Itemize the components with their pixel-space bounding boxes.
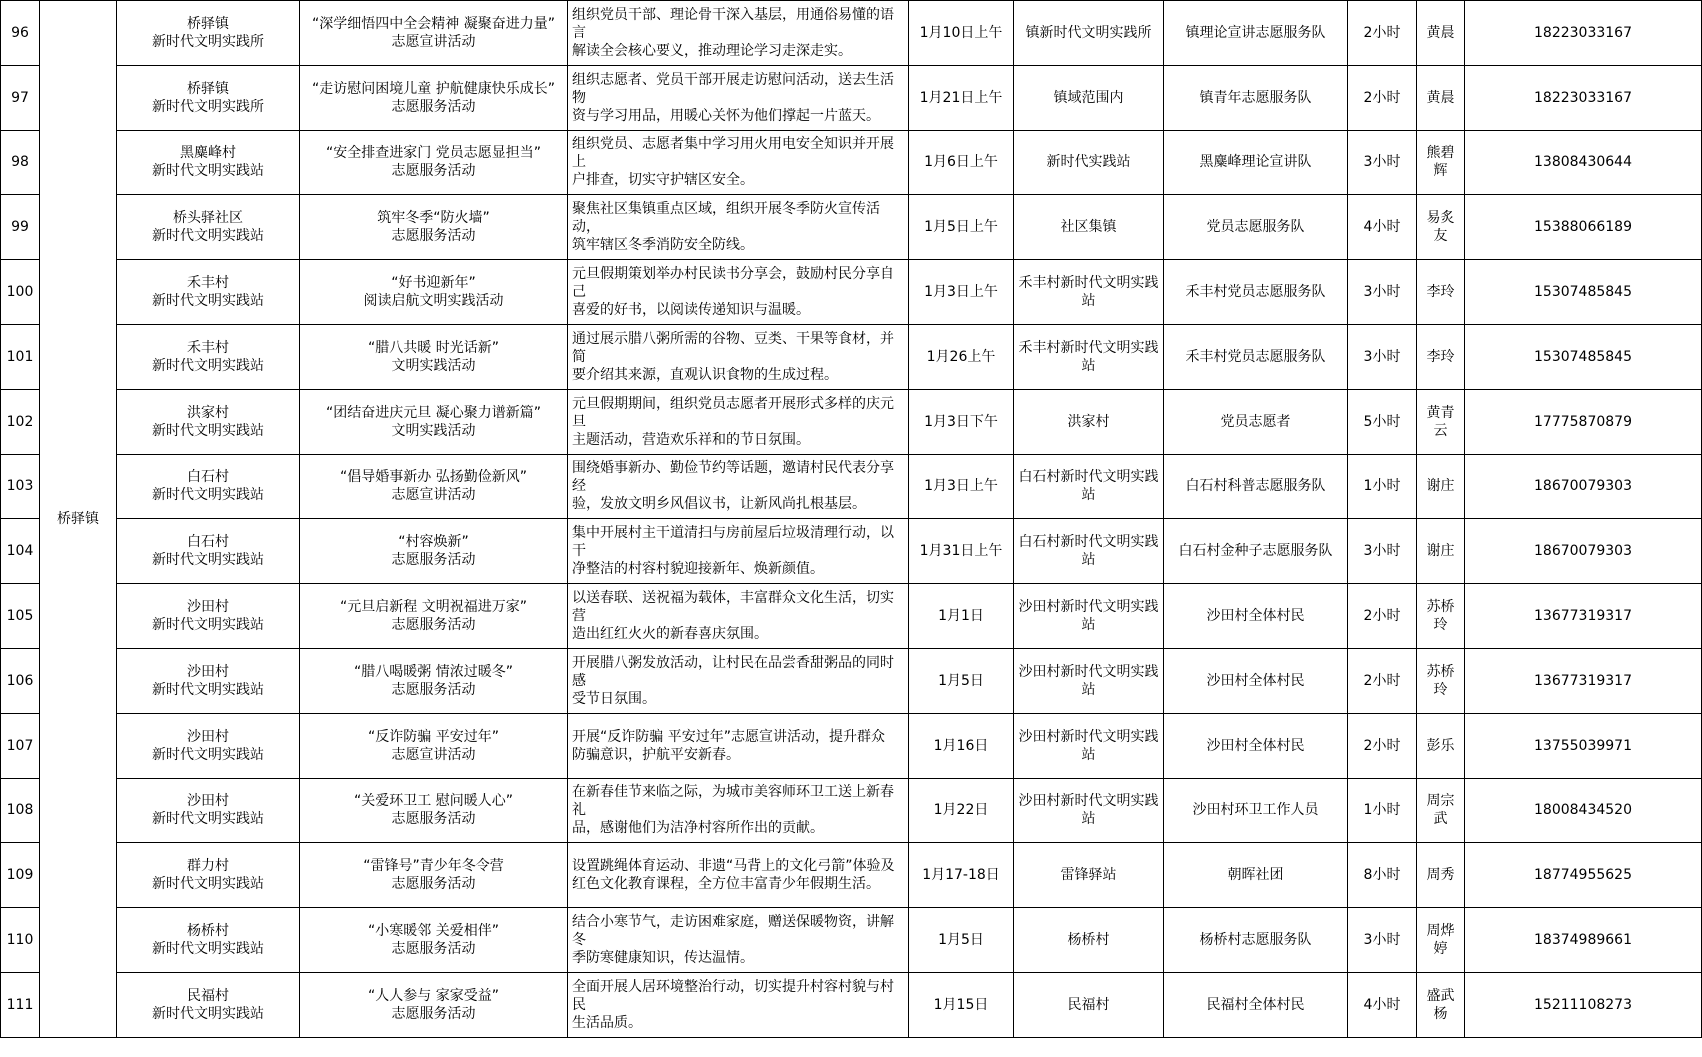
unit-cell-line: 新时代文明实践所: [152, 33, 264, 50]
duration-cell: 4小时: [1348, 195, 1417, 260]
phone-cell: 18670079303: [1465, 454, 1702, 519]
activity-name-cell-line: 文明实践活动: [391, 422, 476, 439]
time-cell: 1月21日上午: [909, 65, 1014, 130]
activity-content-cell: [568, 713, 909, 778]
team-cell: 禾丰村党员志愿服务队: [1164, 260, 1348, 325]
activity-name-cell: [300, 324, 568, 389]
duration-cell: 2小时: [1348, 648, 1417, 713]
time-cell: 1月1日: [909, 584, 1014, 649]
place-cell-line: 民福村: [1067, 996, 1110, 1013]
activity-name-cell-line: “好书迎新年”: [391, 275, 476, 292]
activity-name-cell-line: “村容焕新”: [398, 534, 469, 551]
activity-name-cell-line: 文明实践活动: [391, 357, 476, 374]
unit-cell-line: 杨桥村: [187, 923, 229, 940]
team-cell: 民福村全体村民: [1164, 972, 1348, 1037]
contact-cell: 熊碧辉: [1417, 130, 1465, 195]
team-cell: 沙田村全体村民: [1164, 584, 1348, 649]
activity-name-cell-line: 志愿服务活动: [391, 98, 476, 115]
contact-cell: 盛武杨: [1417, 972, 1465, 1037]
activity-name-cell-line: “深学细悟四中全会精神 凝聚奋进力量”: [312, 15, 555, 32]
time-cell: 1月3日上午: [909, 260, 1014, 325]
unit-cell-line: 洪家村: [187, 404, 229, 421]
unit-cell-line: 新时代文明实践站: [152, 617, 264, 634]
contact-cell: 彭乐: [1417, 713, 1465, 778]
time-cell: 1月22日: [909, 778, 1014, 843]
place-cell: [1014, 843, 1164, 908]
activity-content-cell-line: 围绕婚事新办、勤俭节约等话题，邀请村民代表分享经: [572, 460, 894, 495]
activity-name-cell-line: “腊八共暖 时光话新”: [368, 339, 499, 356]
row-number: 101: [1, 324, 40, 389]
activity-name-cell: [300, 908, 568, 973]
unit-cell: [117, 1, 300, 66]
place-cell-line: 镇新时代文明实践所: [1025, 24, 1152, 41]
unit-cell: [117, 260, 300, 325]
contact-cell: 黄晨: [1417, 1, 1465, 66]
activity-content-cell-line: 净整洁的村容村貌迎接新年、焕新颜值。: [572, 561, 824, 578]
place-cell: [1014, 1, 1164, 66]
phone-cell: 15211108273: [1465, 972, 1702, 1037]
team-cell: 白石村科普志愿服务队: [1164, 454, 1348, 519]
phone-cell: 13755039971: [1465, 713, 1702, 778]
activity-content-cell-line: 品，感谢他们为洁净村容所作出的贡献。: [572, 820, 824, 837]
team-cell: 沙田村环卫工作人员: [1164, 778, 1348, 843]
row-number: 105: [1, 584, 40, 649]
activity-name-cell-line: 志愿服务活动: [391, 681, 476, 698]
activity-name-cell-line: 筑牢冬季“防火墙”: [377, 210, 490, 227]
time-cell: 1月10日上午: [909, 1, 1014, 66]
unit-cell-line: 新时代文明实践站: [152, 422, 264, 439]
table-body: [1, 1, 1702, 1038]
row-number: 106: [1, 648, 40, 713]
unit-cell: [117, 843, 300, 908]
place-cell-line: 站: [1081, 552, 1096, 569]
duration-cell: 2小时: [1348, 584, 1417, 649]
place-cell-line: 杨桥村: [1067, 932, 1110, 949]
row-number: 107: [1, 713, 40, 778]
place-cell-line: 洪家村: [1067, 413, 1110, 430]
phone-cell: 13808430644: [1465, 130, 1702, 195]
activity-content-cell-line: 通过展示腊八粥所需的谷物、豆类、干果等食材，并简: [572, 330, 894, 365]
duration-cell: 2小时: [1348, 1, 1417, 66]
table-row: [1, 130, 1702, 195]
activity-content-cell-line: 开展“反诈防骗 平安过年”志愿宣讲活动，提升群众: [572, 728, 885, 745]
place-cell-line: 白石村新时代文明实践: [1018, 534, 1159, 551]
row-number: 99: [1, 195, 40, 260]
duration-cell: 3小时: [1348, 130, 1417, 195]
row-number: 111: [1, 972, 40, 1037]
contact-cell: 黄晨: [1417, 65, 1465, 130]
activity-name-cell-line: 阅读启航文明实践活动: [363, 293, 504, 310]
time-cell: 1月5日上午: [909, 195, 1014, 260]
activity-content-cell-line: 元旦假期期间，组织党员志愿者开展形式多样的庆元旦: [572, 395, 894, 430]
activity-content-cell-line: 造出红红火火的新春喜庆氛围。: [572, 626, 768, 643]
row-number: 108: [1, 778, 40, 843]
activity-content-cell: [568, 908, 909, 973]
time-cell: 1月5日: [909, 648, 1014, 713]
time-cell: 1月3日上午: [909, 454, 1014, 519]
activity-name-cell-line: 志愿宣讲活动: [391, 746, 476, 763]
unit-cell-line: 新时代文明实践站: [152, 487, 264, 504]
contact-cell: 谢庄: [1417, 519, 1465, 584]
activity-content-cell: [568, 778, 909, 843]
place-cell: [1014, 260, 1164, 325]
table-row: [1, 195, 1702, 260]
unit-cell-line: 桥驿镇: [187, 15, 229, 32]
activity-content-cell-line: 防骗意识，护航平安新春。: [572, 746, 740, 763]
activity-content-cell-line: 组织党员干部、理论骨干深入基层，用通俗易懂的语言: [572, 6, 894, 41]
unit-cell-line: 沙田村: [187, 728, 229, 745]
contact-cell: 周秀: [1417, 843, 1465, 908]
activity-name-cell: [300, 260, 568, 325]
activity-name-cell-line: “关爱环卫工 慰问暖人心”: [354, 793, 513, 810]
place-cell-line: 站: [1081, 681, 1096, 698]
activity-content-cell: [568, 972, 909, 1037]
activity-content-cell-line: 验，发放文明乡风倡议书，让新风尚扎根基层。: [572, 496, 866, 513]
activity-name-cell: [300, 584, 568, 649]
team-cell: 黑麋峰理论宣讲队: [1164, 130, 1348, 195]
contact-cell: 周宗武: [1417, 778, 1465, 843]
activity-name-cell-line: 志愿服务活动: [391, 228, 476, 245]
duration-cell: 3小时: [1348, 519, 1417, 584]
place-cell-line: 禾丰村新时代文明实践: [1018, 275, 1159, 292]
activity-content-cell: [568, 1, 909, 66]
unit-cell-line: 新时代文明实践站: [152, 876, 264, 893]
team-cell: 党员志愿服务队: [1164, 195, 1348, 260]
activity-content-cell-line: 全面开展人居环境整治行动，切实提升村容村貌与村民: [572, 978, 894, 1013]
place-cell-line: 站: [1081, 357, 1096, 374]
unit-cell-line: 民福村: [187, 987, 229, 1004]
duration-cell: 3小时: [1348, 324, 1417, 389]
contact-cell: 苏桥玲: [1417, 648, 1465, 713]
time-cell: 1月3日下午: [909, 389, 1014, 454]
unit-cell-line: 新时代文明实践站: [152, 681, 264, 698]
activity-content-cell: [568, 260, 909, 325]
place-cell: [1014, 778, 1164, 843]
team-cell: 镇理论宣讲志愿服务队: [1164, 1, 1348, 66]
table-row: [1, 584, 1702, 649]
phone-cell: 18774955625: [1465, 843, 1702, 908]
row-number: 110: [1, 908, 40, 973]
time-cell: 1月5日: [909, 908, 1014, 973]
unit-cell: [117, 778, 300, 843]
unit-cell-line: 新时代文明实践站: [152, 941, 264, 958]
duration-cell: 8小时: [1348, 843, 1417, 908]
contact-cell: 李玲: [1417, 324, 1465, 389]
unit-cell-line: 新时代文明实践站: [152, 357, 264, 374]
unit-cell: [117, 908, 300, 973]
unit-cell-line: 新时代文明实践站: [152, 293, 264, 310]
activity-content-cell-line: 元旦假期策划举办村民读书分享会，鼓励村民分享自己: [572, 266, 894, 301]
activity-name-cell-line: “反诈防骗 平安过年”: [368, 728, 499, 745]
phone-cell: 13677319317: [1465, 648, 1702, 713]
team-cell: 镇青年志愿服务队: [1164, 65, 1348, 130]
activity-content-cell: [568, 130, 909, 195]
unit-cell-line: 新时代文明实践所: [152, 98, 264, 115]
unit-cell-line: 新时代文明实践站: [152, 552, 264, 569]
activity-name-cell: [300, 1, 568, 66]
activity-name-cell: [300, 972, 568, 1037]
unit-cell-line: 新时代文明实践站: [152, 746, 264, 763]
duration-cell: 5小时: [1348, 389, 1417, 454]
activity-content-cell-line: 要介绍其来源，直观认识食物的生成过程。: [572, 366, 838, 383]
activity-name-cell: [300, 195, 568, 260]
activity-content-cell-line: 结合小寒节气，走访困难家庭，赠送保暖物资，讲解冬: [572, 914, 894, 949]
unit-cell-line: 禾丰村: [187, 339, 229, 356]
activity-name-cell: [300, 130, 568, 195]
contact-cell: 李玲: [1417, 260, 1465, 325]
team-cell: 朝晖社团: [1164, 843, 1348, 908]
unit-cell: [117, 584, 300, 649]
activity-name-cell-line: 志愿服务活动: [391, 163, 476, 180]
place-cell-line: 站: [1081, 487, 1096, 504]
activity-content-cell: [568, 648, 909, 713]
activity-name-cell: [300, 454, 568, 519]
activity-name-cell-line: 志愿服务活动: [391, 941, 476, 958]
activity-content-cell: [568, 843, 909, 908]
place-cell: [1014, 454, 1164, 519]
place-cell-line: 站: [1081, 811, 1096, 828]
contact-cell: 易炙友: [1417, 195, 1465, 260]
contact-cell: 谢庄: [1417, 454, 1465, 519]
unit-cell-line: 新时代文明实践站: [152, 811, 264, 828]
row-number: 102: [1, 389, 40, 454]
duration-cell: 2小时: [1348, 65, 1417, 130]
phone-cell: 15307485845: [1465, 260, 1702, 325]
activity-name-cell-line: “人人参与 家家受益”: [368, 987, 499, 1004]
place-cell: [1014, 713, 1164, 778]
unit-cell-line: 群力村: [187, 858, 229, 875]
unit-cell: [117, 195, 300, 260]
activity-content-cell-line: 生活品质。: [572, 1014, 642, 1031]
activity-content-cell: [568, 65, 909, 130]
activity-content-cell: [568, 454, 909, 519]
place-cell-line: 沙田村新时代文明实践: [1018, 728, 1159, 745]
activity-name-cell-line: 志愿服务活动: [391, 617, 476, 634]
place-cell: [1014, 584, 1164, 649]
place-cell-line: 沙田村新时代文明实践: [1018, 599, 1159, 616]
activity-content-cell-line: 聚焦社区集镇重点区域，组织开展冬季防火宣传活动，: [572, 201, 880, 236]
contact-cell: 苏桥玲: [1417, 584, 1465, 649]
place-cell: [1014, 195, 1164, 260]
team-cell: 杨桥村志愿服务队: [1164, 908, 1348, 973]
place-cell-line: 镇域范围内: [1053, 89, 1124, 106]
activity-name-cell-line: “元旦启新程 文明祝福进万家”: [340, 599, 527, 616]
place-cell: [1014, 324, 1164, 389]
activity-name-cell-line: 志愿服务活动: [391, 876, 476, 893]
table-row: [1, 454, 1702, 519]
phone-cell: 13677319317: [1465, 584, 1702, 649]
place-cell: [1014, 519, 1164, 584]
activity-content-cell-line: 以送春联、送祝福为载体，丰富群众文化生活，切实营: [572, 590, 894, 625]
duration-cell: 1小时: [1348, 778, 1417, 843]
table-row: [1, 324, 1702, 389]
unit-cell: [117, 648, 300, 713]
activity-name-cell: [300, 389, 568, 454]
team-cell: 沙田村全体村民: [1164, 648, 1348, 713]
activity-content-cell-line: 户排查，切实守护辖区安全。: [572, 172, 754, 189]
unit-cell-line: 白石村: [187, 534, 229, 551]
unit-cell: [117, 519, 300, 584]
phone-cell: 18223033167: [1465, 1, 1702, 66]
row-number: 97: [1, 65, 40, 130]
time-cell: 1月6日上午: [909, 130, 1014, 195]
place-cell-line: 白石村新时代文明实践: [1018, 469, 1159, 486]
activity-name-cell-line: “倡导婚事新办 弘扬勤俭新风”: [340, 469, 527, 486]
activity-content-cell-line: 筑牢辖区冬季消防安全防线。: [572, 237, 754, 254]
unit-cell: [117, 389, 300, 454]
activity-content-cell-line: 红色文化教育课程，全方位丰富青少年假期生活。: [572, 876, 880, 893]
unit-cell-line: 沙田村: [187, 793, 229, 810]
duration-cell: 1小时: [1348, 454, 1417, 519]
unit-cell: [117, 324, 300, 389]
phone-cell: 18008434520: [1465, 778, 1702, 843]
activity-content-cell-line: 季防寒健康知识，传达温情。: [572, 950, 754, 967]
phone-cell: 15388066189: [1465, 195, 1702, 260]
unit-cell: [117, 454, 300, 519]
place-cell-line: 新时代实践站: [1046, 154, 1131, 171]
contact-cell: 黄青云: [1417, 389, 1465, 454]
unit-cell-line: 白石村: [187, 469, 229, 486]
activity-content-cell-line: 在新春佳节来临之际，为城市美容师环卫工送上新春礼: [572, 784, 894, 819]
place-cell-line: 沙田村新时代文明实践: [1018, 663, 1159, 680]
activity-name-cell: [300, 713, 568, 778]
place-cell: [1014, 648, 1164, 713]
activity-name-cell-line: 志愿宣讲活动: [391, 33, 476, 50]
phone-cell: 18374989661: [1465, 908, 1702, 973]
table-row: [1, 778, 1702, 843]
place-cell-line: 站: [1081, 617, 1096, 634]
contact-cell: 周烨婷: [1417, 908, 1465, 973]
place-cell: [1014, 908, 1164, 973]
duration-cell: 4小时: [1348, 972, 1417, 1037]
place-cell-line: 社区集镇: [1060, 219, 1117, 236]
unit-cell: [117, 713, 300, 778]
activity-name-cell-line: “团结奋进庆元旦 凝心聚力谱新篇”: [326, 404, 541, 421]
phone-cell: 18670079303: [1465, 519, 1702, 584]
table-row: [1, 648, 1702, 713]
activity-content-cell-line: 开展腊八粥发放活动，让村民在品尝香甜粥品的同时感: [572, 654, 894, 689]
team-cell: 沙田村全体村民: [1164, 713, 1348, 778]
time-cell: 1月15日: [909, 972, 1014, 1037]
table-row: [1, 713, 1702, 778]
activity-content-cell: [568, 584, 909, 649]
activity-name-cell-line: 志愿宣讲活动: [391, 487, 476, 504]
table-row: [1, 260, 1702, 325]
activity-name-cell-line: 志愿服务活动: [391, 552, 476, 569]
duration-cell: 3小时: [1348, 908, 1417, 973]
team-cell: 党员志愿者: [1164, 389, 1348, 454]
row-number: 100: [1, 260, 40, 325]
place-cell: [1014, 65, 1164, 130]
activity-name-cell: [300, 778, 568, 843]
activity-content-cell-line: 组织党员、志愿者集中学习用火用电安全知识并开展上: [572, 136, 894, 171]
activity-content-cell-line: 喜爱的好书，以阅读传递知识与温暖。: [572, 302, 810, 319]
unit-cell-line: 桥头驿社区: [173, 210, 243, 227]
activity-name-cell: [300, 648, 568, 713]
team-cell: 禾丰村党员志愿服务队: [1164, 324, 1348, 389]
place-cell: [1014, 389, 1164, 454]
activity-content-cell-line: 主题活动，营造欢乐祥和的节日氛围。: [572, 431, 810, 448]
unit-cell-line: 沙田村: [187, 599, 229, 616]
table-row: [1, 65, 1702, 130]
table-row: [1, 1, 1702, 66]
place-cell: [1014, 130, 1164, 195]
activity-content-cell-line: 受节日氛围。: [572, 690, 656, 707]
activity-content-cell: [568, 195, 909, 260]
place-cell-line: 站: [1081, 746, 1096, 763]
unit-cell: [117, 65, 300, 130]
place-cell-line: 站: [1081, 293, 1096, 310]
unit-cell-line: 新时代文明实践站: [152, 163, 264, 180]
phone-cell: 15307485845: [1465, 324, 1702, 389]
table-row: [1, 843, 1702, 908]
place-cell: [1014, 972, 1164, 1037]
activity-name-cell-line: “雷锋号”青少年冬令营: [363, 858, 504, 875]
duration-cell: 3小时: [1348, 260, 1417, 325]
unit-cell-line: 新时代文明实践站: [152, 1005, 264, 1022]
unit-cell-line: 黑麋峰村: [180, 145, 236, 162]
activity-content-cell-line: 解读全会核心要义，推动理论学习走深走实。: [572, 42, 852, 59]
activity-content-cell-line: 设置跳绳体育运动、非遗“马背上的文化弓箭”体验及: [572, 858, 895, 875]
activity-name-cell: [300, 519, 568, 584]
time-cell: 1月26上午: [909, 324, 1014, 389]
table-row: [1, 908, 1702, 973]
row-number: 96: [1, 1, 40, 66]
activity-name-cell: [300, 65, 568, 130]
phone-cell: 17775870879: [1465, 389, 1702, 454]
activity-name-cell-line: 志愿服务活动: [391, 1005, 476, 1022]
unit-cell-line: 沙田村: [187, 663, 229, 680]
place-cell-line: 雷锋驿站: [1060, 867, 1117, 884]
table-row: [1, 389, 1702, 454]
duration-cell: 2小时: [1348, 713, 1417, 778]
activity-content-cell-line: 资与学习用品，用暖心关怀为他们撑起一片蓝天。: [572, 107, 880, 124]
table-row: [1, 972, 1702, 1037]
time-cell: 1月16日: [909, 713, 1014, 778]
activity-content-cell: [568, 389, 909, 454]
unit-cell-line: 桥驿镇: [187, 80, 229, 97]
time-cell: 1月17-18日: [909, 843, 1014, 908]
activity-name-cell: [300, 843, 568, 908]
team-cell: 白石村金种子志愿服务队: [1164, 519, 1348, 584]
activity-name-cell-line: “走访慰问困境儿童 护航健康快乐成长”: [312, 80, 555, 97]
activity-name-cell-line: “安全排查进家门 党员志愿显担当”: [326, 145, 541, 162]
place-cell-line: 沙田村新时代文明实践: [1018, 793, 1159, 810]
row-number: 104: [1, 519, 40, 584]
row-number: 98: [1, 130, 40, 195]
township-cell: 桥驿镇: [40, 1, 117, 1038]
row-number: 103: [1, 454, 40, 519]
row-number: 109: [1, 843, 40, 908]
activity-name-cell-line: 志愿服务活动: [391, 811, 476, 828]
activity-content-cell-line: 集中开展村主干道清扫与房前屋后垃圾清理行动，以干: [572, 525, 894, 560]
activity-content-cell-line: 组织志愿者、党员干部开展走访慰问活动，送去生活物: [572, 71, 894, 106]
time-cell: 1月31日上午: [909, 519, 1014, 584]
activity-name-cell-line: “小寒暖邻 关爱相伴”: [368, 923, 499, 940]
unit-cell-line: 禾丰村: [187, 275, 229, 292]
unit-cell: [117, 972, 300, 1037]
unit-cell-line: 新时代文明实践站: [152, 228, 264, 245]
phone-cell: 18223033167: [1465, 65, 1702, 130]
activity-content-cell: [568, 519, 909, 584]
place-cell-line: 禾丰村新时代文明实践: [1018, 339, 1159, 356]
unit-cell: [117, 130, 300, 195]
activity-name-cell-line: “腊八喝暖粥 情浓过暖冬”: [354, 663, 513, 680]
activity-content-cell: [568, 324, 909, 389]
table-row: [1, 519, 1702, 584]
